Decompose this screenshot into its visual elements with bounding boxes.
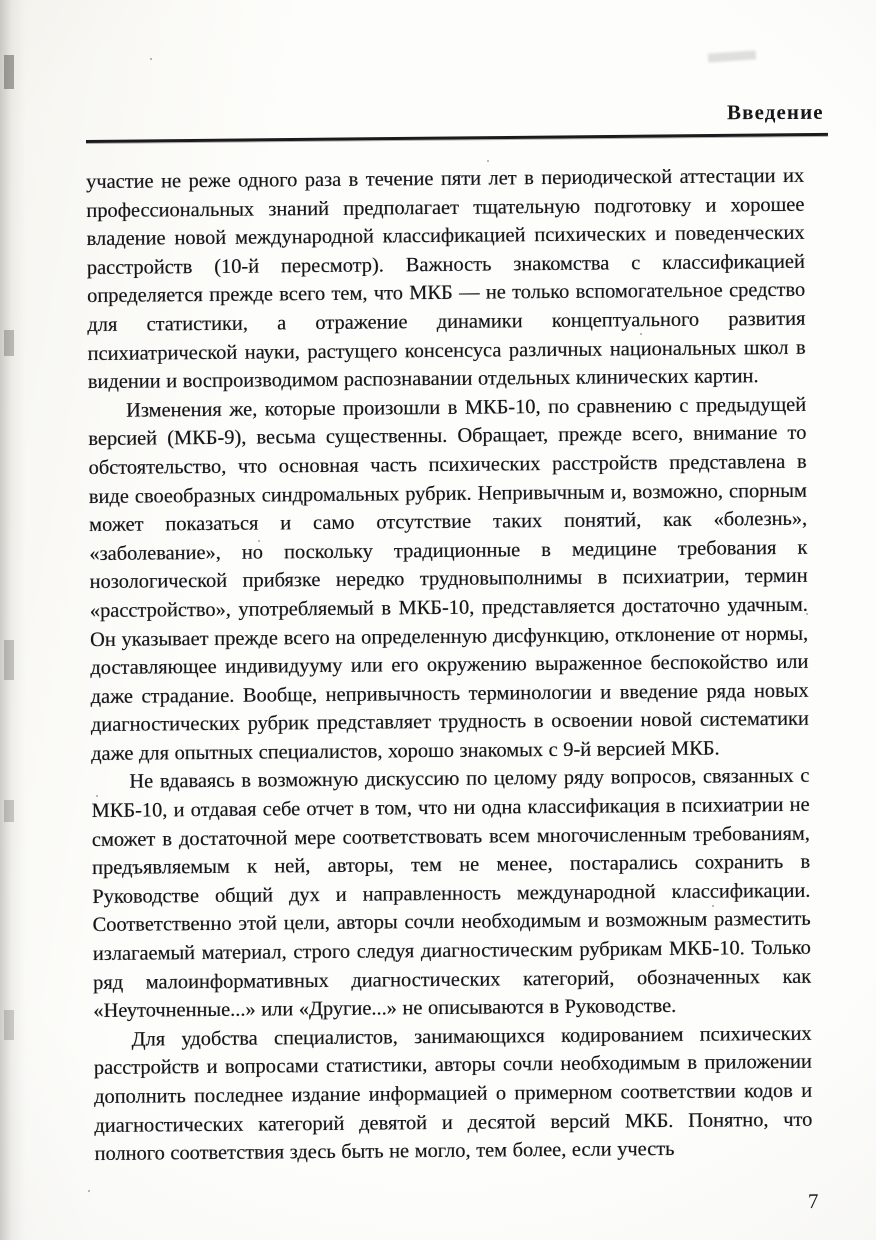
scan-edge-mark: [4, 330, 14, 356]
scan-speck: [88, 1190, 90, 1192]
scan-smudge: [708, 50, 757, 62]
scan-edge-mark: [4, 800, 14, 822]
scan-speck: [150, 58, 152, 60]
header-rule: [86, 133, 828, 143]
page-number: 7: [807, 1188, 819, 1214]
paragraph: участие не реже одного раза в течение пяти лет в периодической аттестации их профессиональных знаний предполагает тщательную подготовку и хорошее владение новой международной классификацией психических и поведенческих расстройств (10-й пересмотр). Важность знакомства с классификацией определяется прежде всего тем, что МКБ — не только вспомогательное средство для статистики, а отражение динамики концептуального развития психиатрической науки, растущего консенсуса различных национальных школ в видении и воспроизводимом распознавании отдельных клинических картин.: [86, 164, 806, 394]
running-head-title: Введение: [727, 99, 825, 125]
body-text: [86, 162, 813, 1169]
scan-edge-mark: [4, 55, 14, 89]
paragraph: Изменения же, которые произошли в МКБ-10, по сравнению с предыдущей версией (МКБ-9), весьма существенны. Обращает, прежде всего, внимание то обстоятельство, что основная часть психических расстройств представлена в виде своеобразных синдромальных рубрик. Непривычным и, возможно, спорным может показаться и само отсутствие таких понятий, как «болезнь», «заболевание», но поскольку традиционные в медицине требования к нозологической прибязке нередко трудновыполнимы в психиатрии, термин «расстройство», употребляемый в МКБ-10, представляется достаточно удачным. Он указывает прежде всего на определенную дисфункцию, отклонение от нормы, доставляющее индивидууму или его окружению выраженное беспокойство или даже страдание. Вообще, непривычность терминологии и введение ряда новых диагностических рубрик представляет трудность в освоении новой систематики даже для опытных специалистов, хорошо знакомых с 9-й версией МКБ.: [88, 393, 809, 765]
scan-edge-mark: [4, 640, 14, 680]
scan-edge-shadow: [0, 0, 26, 1240]
paragraph: Для удобства специалистов, занимающихся кодированием психических расстройств и вопросами статистики, авторы сочли необходимым в приложении дополнить последнее издание информацией о примерном соответствии кодов и диагностических категорий девятой и десятой версий МКБ. Понятно, что полного соответствия здесь быть не могло, тем более, если учесть: [93, 1022, 813, 1166]
running-head: [86, 100, 836, 150]
scan-speck: [487, 160, 489, 162]
scan-edge-mark: [4, 1010, 14, 1040]
paragraph: Не вдаваясь в возможную дискуссию по целому ряду вопросов, связанных с МКБ-10, и отдавая себе отчет в том, что ни одна классификация в психиатрии не сможет в достаточной мере соответствовать всем многочисленным требованиям, предъявляемым к ней, авторы, тем не менее, постарались сохранить в Руководстве общий дух и направленность международной классификации. Соответственно этой цели, авторы сочли необходимым и возможным разместить излагаемый материал, строго следуя диагностическим рубрикам МКБ-10. Только ряд малоинформативных диагностических категорий, обозначенных как «Неуточненные...» или «Другие...» не описываются в Руководстве.: [91, 765, 812, 1023]
